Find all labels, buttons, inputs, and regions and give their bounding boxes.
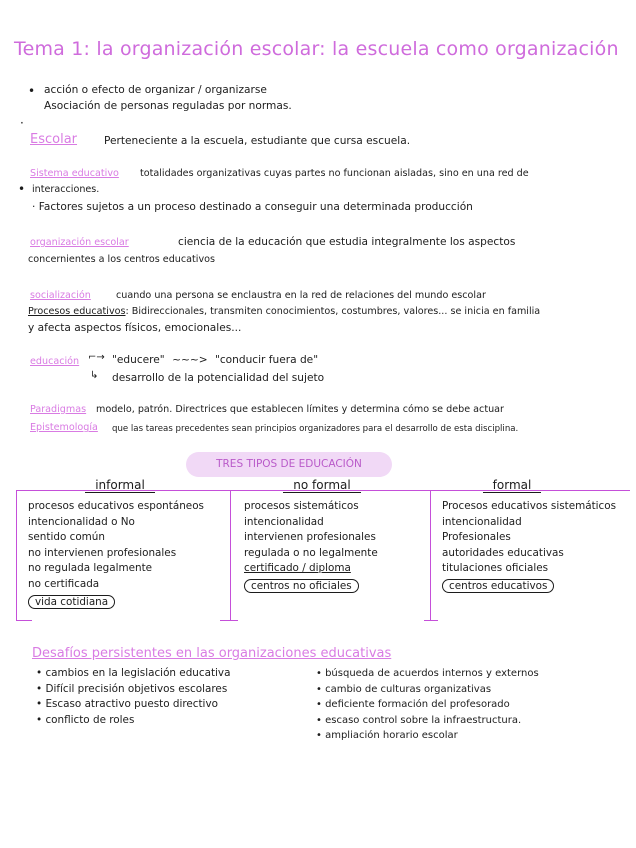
table-left-line	[16, 490, 17, 620]
desafios-left-list	[36, 666, 230, 728]
list-item: no certificada	[28, 577, 100, 590]
organizacion-def-line1: ciencia de la educación que estudia integralmente los aspectos	[178, 236, 516, 248]
bracket-arrow-icon: ⌐→	[88, 352, 105, 363]
escolar-definition: Perteneciente a la escuela, estudiante que cursa escuela.	[104, 135, 411, 147]
list-item: • Escaso atractivo puesto directivo	[36, 698, 218, 711]
list-item: • conflicto de roles	[36, 713, 135, 726]
list-item: • cambio de culturas organizativas	[316, 683, 492, 695]
educacion-branch2: desarrollo de la potencialidad del sujeto	[112, 372, 325, 384]
page-title: Tema 1: la organización escolar: la escuela como organización	[14, 38, 619, 60]
list-item: autoridades educativas	[442, 546, 564, 559]
column-informal	[28, 499, 204, 610]
list-item: • ampliación horario escolar	[316, 730, 458, 742]
list-item: intencionalidad o No	[28, 515, 135, 528]
list-item: titulaciones oficiales	[442, 562, 549, 575]
bullet-dot: •	[28, 84, 36, 98]
column-title-informal: informal	[60, 478, 180, 492]
bullet-dot: •	[18, 182, 26, 196]
list-item: Profesionales	[442, 531, 511, 544]
organizacion-term: organización escolar	[30, 237, 129, 248]
paradigmas-definition: modelo, patrón. Directrices que establecen límites y determina cómo se debe actuar	[96, 404, 504, 415]
socializacion-term: socialización	[30, 290, 91, 301]
desafios-right-list	[316, 666, 539, 744]
oval-label: centros educativos	[442, 579, 616, 595]
bracket-arrow-icon: ↳	[90, 370, 99, 381]
list-item: no regulada legalmente	[28, 562, 153, 575]
list-item: intervienen profesionales	[244, 531, 376, 544]
list-item: certificado / diploma	[244, 562, 351, 575]
tipos-label-pill: TRES TIPOS DE EDUCACIÓN	[186, 452, 392, 477]
column-title-no-formal: no formal	[262, 478, 382, 492]
organizacion-def-line2: concernientes a los centros educativos	[28, 254, 215, 265]
column-no-formal	[244, 499, 378, 595]
table-bottom-stub	[16, 620, 32, 621]
list-item: sentido común	[28, 531, 105, 544]
sistema-bullet: · Factores sujetos a un proceso destinado a conseguir una determinada producción	[32, 201, 473, 213]
list-item: intencionalidad	[442, 515, 522, 528]
list-item: intencionalidad	[244, 515, 324, 528]
paradigmas-term: Paradigmas	[30, 404, 87, 415]
escolar-term: Escolar	[30, 132, 78, 147]
desafios-title: Desafíos persistentes en las organizaciones educativas	[32, 646, 392, 661]
table-divider-2	[430, 490, 431, 620]
list-item: • Difícil precisión objetivos escolares	[36, 682, 228, 695]
list-item: procesos sistemáticos	[244, 500, 359, 512]
educacion-term: educación	[30, 356, 80, 367]
bullet-dot: ·	[20, 116, 24, 130]
table-bottom-stub	[220, 620, 238, 621]
sistema-def-line2: interacciones.	[32, 184, 100, 195]
sistema-term: Sistema educativo	[30, 168, 119, 179]
list-item: • cambios en la legislación educativa	[36, 667, 231, 679]
epistemologia-definition: que las tareas precedentes sean principios organizadores para el desarrollo de esta disciplina.	[112, 424, 519, 434]
table-divider-1	[230, 490, 231, 620]
list-item: no intervienen profesionales	[28, 546, 177, 559]
oval-label: centros no oficiales	[244, 579, 378, 595]
list-item: • escaso control sobre la infraestructura.	[316, 714, 522, 726]
column-formal	[442, 499, 616, 595]
sistema-def-line1: totalidades organizativas cuyas partes no funcionan aisladas, sino en una red de	[140, 168, 529, 179]
socializacion-line2: Procesos educativos: Bidireccionales, transmiten conocimientos, costumbres, valores... se inicia en familia	[28, 306, 541, 317]
oval-label: vida cotidiana	[28, 595, 204, 611]
socializacion-line3: y afecta aspectos físicos, emocionales...	[28, 322, 242, 334]
list-item: regulada o no legalmente	[244, 546, 378, 559]
intro-line1: acción o efecto de organizar / organizarse	[44, 84, 267, 96]
table-bottom-stub	[424, 620, 438, 621]
intro-line2: Asociación de personas reguladas por normas.	[44, 100, 292, 112]
list-item: • búsqueda de acuerdos internos y externos	[316, 668, 539, 679]
list-item: Procesos educativos sistemáticos	[442, 500, 617, 512]
socializacion-line1: cuando una persona se enclaustra en la red de relaciones del mundo escolar	[116, 290, 486, 301]
list-item: • deficiente formación del profesorado	[316, 699, 510, 711]
epistemologia-term: Epistemología	[30, 422, 98, 433]
column-title-formal: formal	[452, 478, 572, 492]
educacion-branch1: "educere" ~~~> "conducir fuera de"	[112, 354, 319, 366]
list-item: procesos educativos espontáneos	[28, 500, 204, 512]
